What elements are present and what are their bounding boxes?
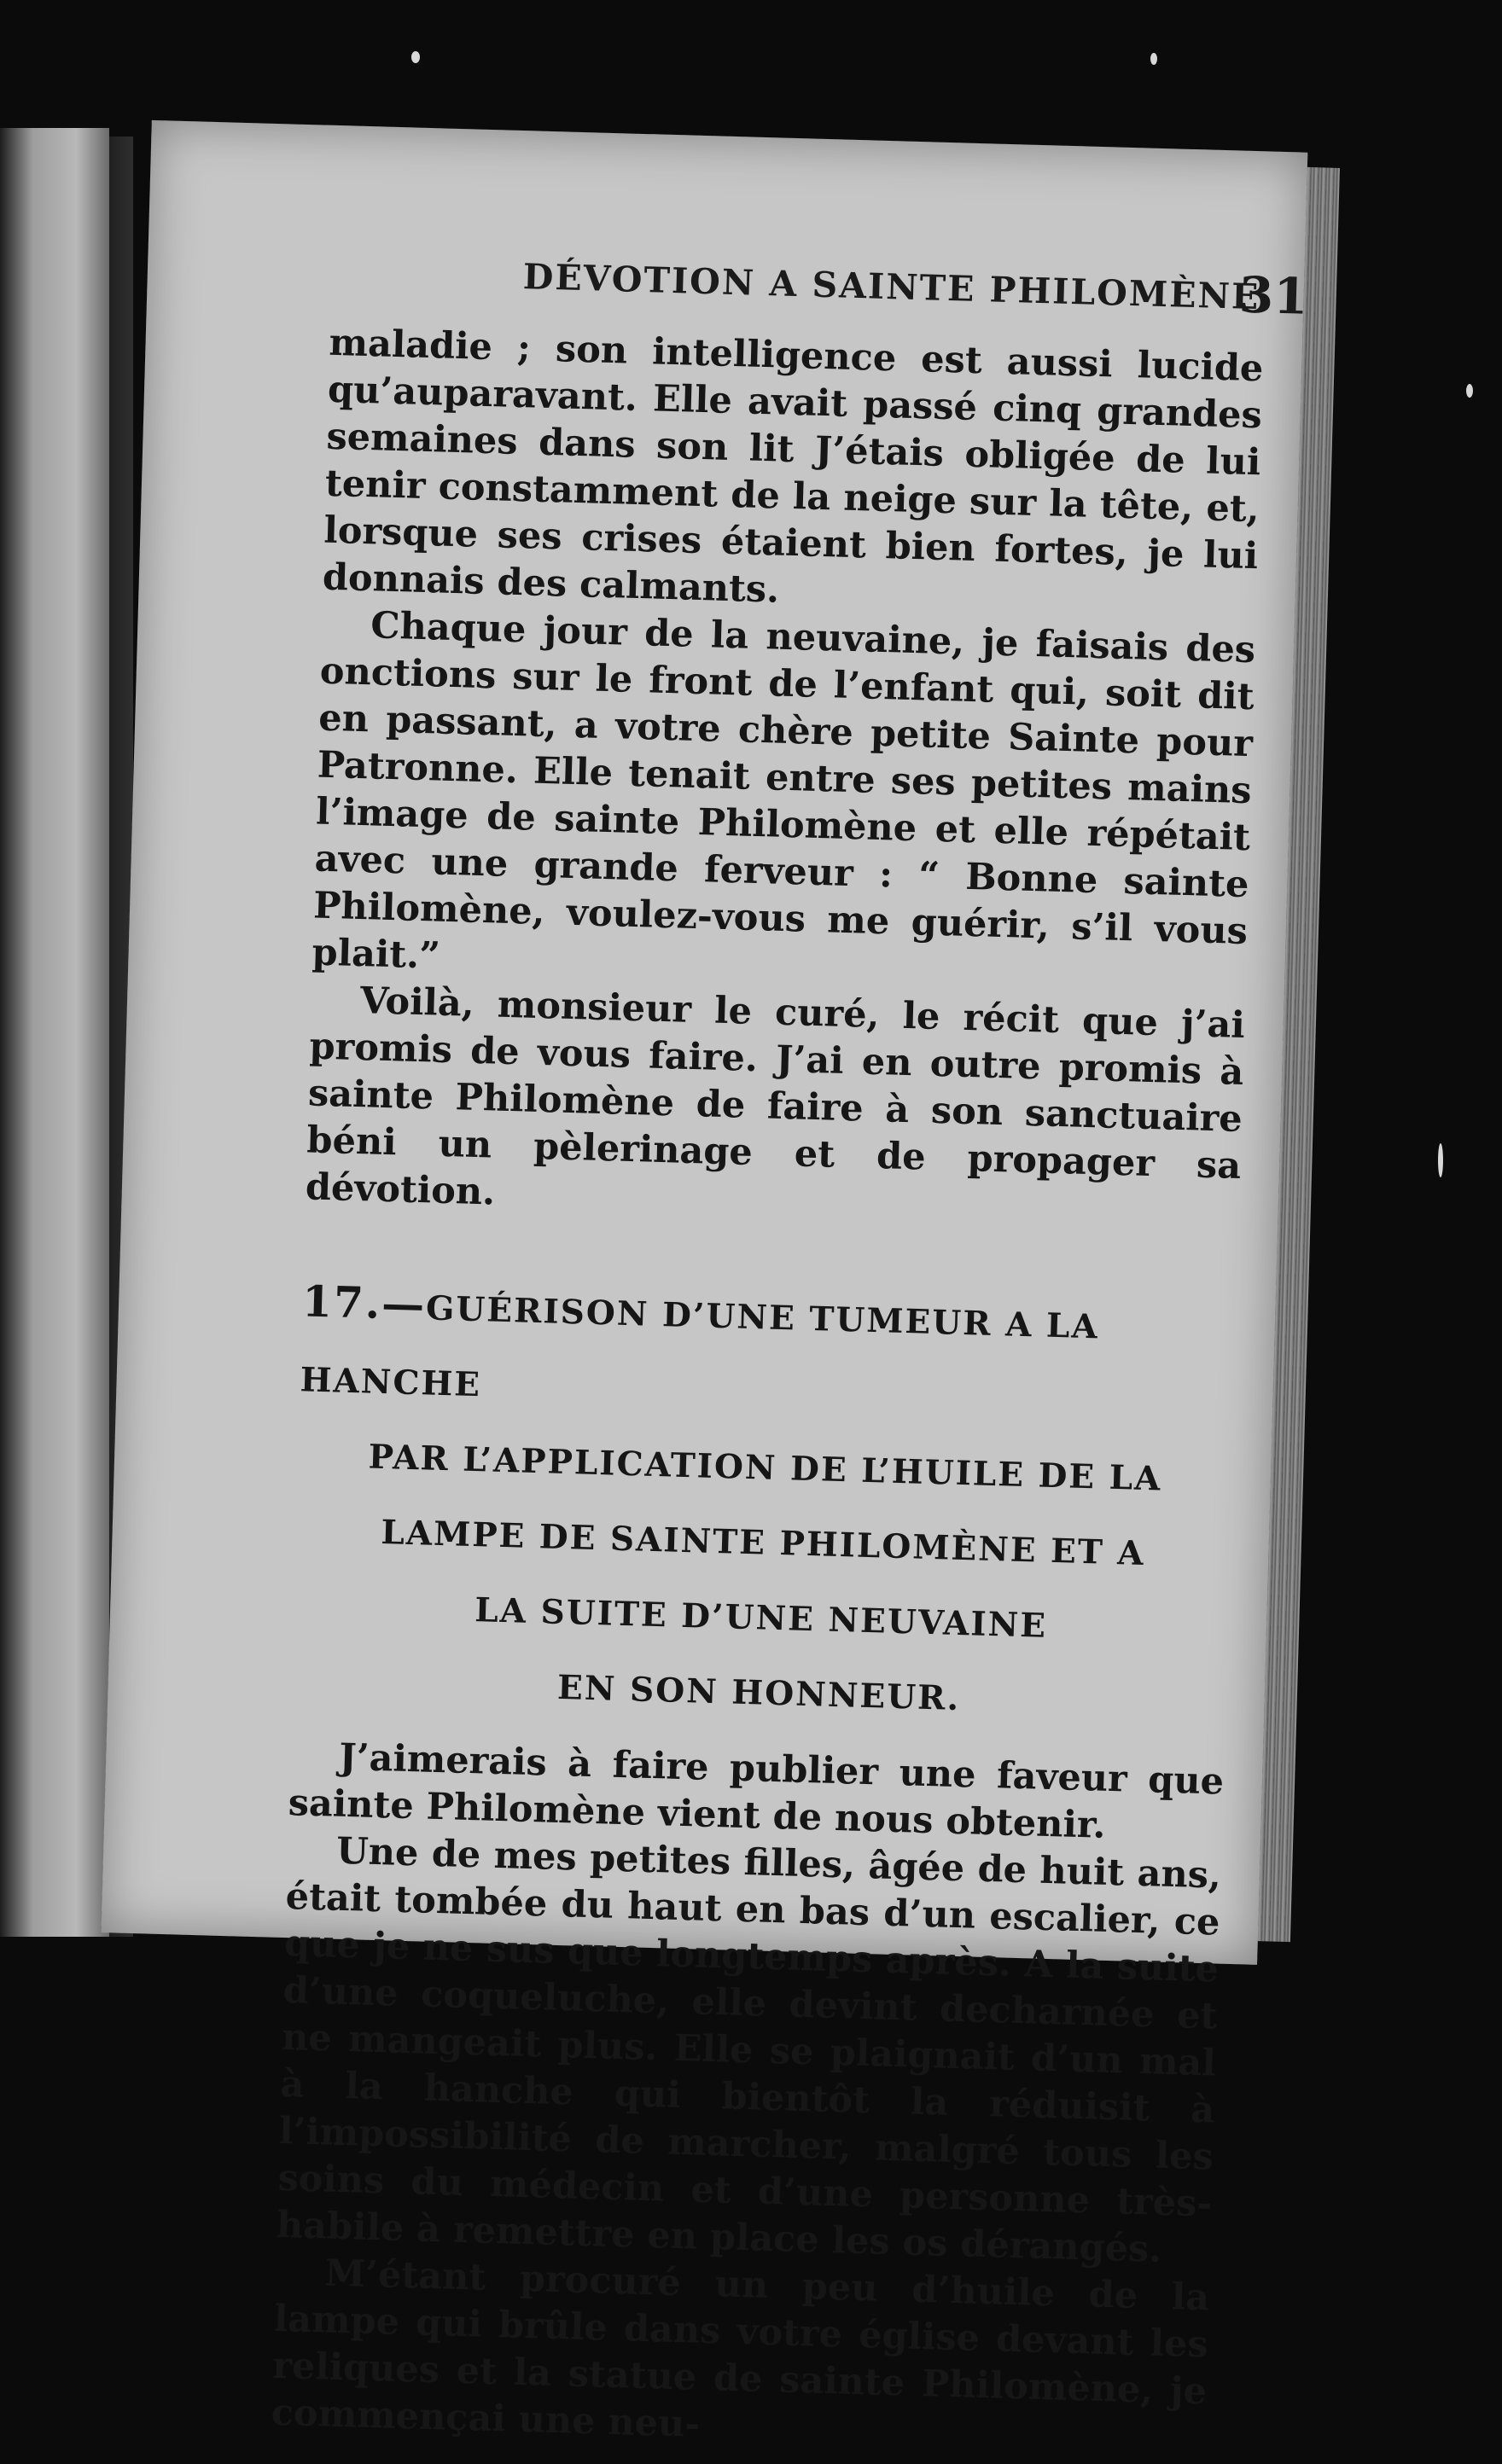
- heading-line: LAMPE DE SAINTE PHILOMÈNE ET A: [380, 1513, 1146, 1574]
- paragraph: Une de mes petites filles, âgée de huit ans, était tombée du haut en bas d’un escalier, ce que je ne sus que longtemps après. A la suite d’une coqueluche, elle devint decharnée et ne mangeait plus. Elle se plaignait d’un mal à la hanche qui bientôt la réduisit à l’impossibilité de marcher, malgré tous les soins du médecin et d’une personne très-habile à remettre en place les os dérangés.: [276, 1829, 1222, 2271]
- paragraph: Voilà, monsieur le curé, le récit que j’ai promis de vous faire. J’ai en outre promis à sainte Philomène de faire à son sanctuaire béni un pèlerinage et de propager sa dévotion.: [305, 979, 1246, 1214]
- heading-line: PAR L’APPLICATION DE L’HUILE DE LA: [368, 1437, 1163, 1499]
- running-head: DÉVOTION A SAINTE PHILOMÈNE: [522, 256, 1260, 318]
- paragraph: Chaque jour de la neuvaine, je faisais des onctions sur le front de l’enfant qui, soit dit en passant, a votre chère petite Sainte pour Patronne. Elle tenait entre ses petites mains l’image de sainte Philomène et elle répétait avec une grande ferveur : “ Bonne sainte Philomène, voulez-vous me guérir, s’il vous plait.”: [311, 604, 1256, 978]
- paragraph-continuation: maladie ; son intelligence est aussi lucide qu’auparavant. Elle avait passé cinq grandes semaines dans son lit J’étais obligée de lui tenir constamment de la neige sur la tête, et, lorsque ses crises étaient bien fortes, je lui donnais des calmants.: [322, 321, 1264, 612]
- heading-text: GUÉRISON D’UNE TUMEUR A LA HANCHE: [300, 1288, 1100, 1405]
- section-heading: [291, 1264, 1237, 1743]
- page-text: [271, 320, 1264, 2463]
- film-speck: [411, 51, 420, 63]
- facing-page-edge: [0, 128, 109, 1937]
- heading-line: [299, 1264, 1237, 1444]
- paragraph: M’étant procuré un peu d’huile de la lampe qui brûle dans votre église devant les reliques et la statue de sainte Philomène, je commençai une neu-: [271, 2252, 1210, 2446]
- section-number: 17.—: [301, 1276, 428, 1330]
- heading-line: EN SON HONNEUR.: [556, 1667, 961, 1719]
- paragraph: J’aimerais à faire publier une faveur que sainte Philomène vient de nous obtenir.: [288, 1735, 1225, 1847]
- film-speck: [1438, 1143, 1443, 1177]
- page-header: [394, 234, 1309, 336]
- book-page: [102, 120, 1309, 2446]
- heading-line: LA SUITE D’UNE NEUVAINE: [474, 1590, 1048, 1646]
- film-speck: [1466, 384, 1473, 398]
- page-number: 31: [1237, 265, 1309, 326]
- film-speck: [1150, 53, 1157, 65]
